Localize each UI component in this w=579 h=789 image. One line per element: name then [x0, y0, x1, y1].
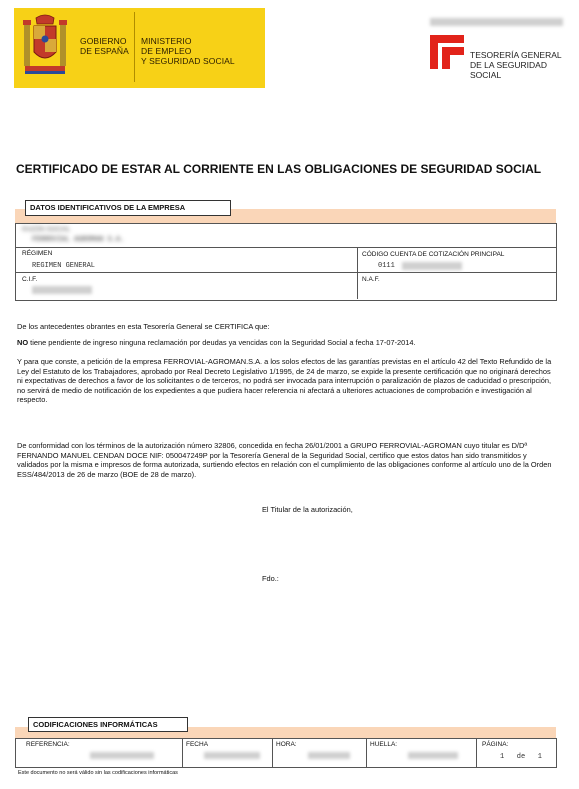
purpose-paragraph: Y para que conste, a petición de la empresa FERROVIAL-AGROMAN.S.A. a los solos efectos de las garantías previstas en el artículo 42 del Texto Refundido de la Ley del Estatuto de los Trabajadores, aprobado por Real Decreto Legislativo 1/1995, de 24 de marzo, se expide la presente certificación que no originará derechos ni expectativas de derechos a favor de los solicitantes o de terceros, no podrá ser invocada para interrupción o paralización de plazos de caducidad o prescripción, no servirá de medio de notificación de los expedientes a que pudiera hacer referencia ni afectará a ulteriores actuaciones de comprobación e investigación al respecto. [17, 357, 552, 405]
gov-line-2: DE ESPAÑA [80, 46, 129, 56]
coat-of-arms-icon [22, 14, 68, 78]
ministry-name [141, 36, 235, 66]
pagina-value: 1 de 1 [500, 753, 543, 761]
government-name [80, 36, 129, 56]
redacted-huella [408, 752, 458, 759]
tgss-line-2: DE LA SEGURIDAD SOCIAL [470, 60, 547, 80]
razon-social-label: RAZÓN SOCIAL [22, 226, 71, 233]
cif-label: C.I.F. [22, 276, 38, 283]
regimen-label: RÉGIMEN [22, 250, 53, 257]
certifica-intro: De los antecedentes obrantes en esta Tesorería General se CERTIFICA que: [17, 322, 270, 331]
redacted-fecha [204, 752, 260, 759]
codes-section-label: CODIFICACIONES INFORMÁTICAS [28, 717, 188, 732]
redacted-cif [32, 286, 92, 294]
redacted-header-field [430, 18, 563, 26]
company-row-divider-1 [15, 247, 556, 248]
fecha-label: FECHA [186, 741, 209, 748]
codes-divider-2 [272, 738, 273, 768]
authorization-paragraph: De conformidad con los términos de la autorización número 32806, concedida en fecha 26/01/2001 a GRUPO FERROVIAL-AGROMAN cuyo titular es D/Dª FERNANDO MANUEL CENDAN DOCE NIF: 050047249P por la Tesorería General de la Seguridad Social, certifico que estos datos han sido transmitidos y validados por la misma e impresos de forma autorizada, surtiendo efectos en relación con el cumplimiento de las obligaciones conforme al artículo uno de la Orden ESS/484/2013 de 26 de marzo (BOE de 28 de marzo). [17, 441, 552, 479]
codigo-cuenta-label: CÓDIGO CUENTA DE COTIZACIÓN PRINCIPAL [362, 251, 505, 258]
company-row-divider-2 [15, 272, 556, 273]
codes-divider-1 [182, 738, 183, 768]
document-title: CERTIFICADO DE ESTAR AL CORRIENTE EN LAS OBLIGACIONES DE SEGURIDAD SOCIAL [16, 162, 542, 176]
referencia-label: REFERENCIA: [26, 741, 70, 748]
company-data-box [15, 223, 557, 301]
razon-social-value: FERROVIAL AGROMAN S.A. [32, 236, 125, 244]
tgss-line-1: TESORERÍA GENERAL [470, 50, 562, 60]
signature-label: Fdo.: [262, 574, 279, 583]
ministry-line-1: MINISTERIO [141, 36, 192, 46]
redacted-codigo [402, 262, 462, 270]
validity-footnote: Este documento no será válido sin las codificaciones informáticas [18, 770, 178, 776]
ministry-line-3: Y SEGURIDAD SOCIAL [141, 56, 235, 66]
pagina-label: PÁGINA: [482, 741, 509, 748]
no-debt-statement [17, 338, 557, 348]
codes-divider-4 [476, 738, 477, 768]
redacted-referencia [90, 752, 154, 759]
no-debt-rest: tiene pendiente de ingreso ninguna reclamación por deudas ya vencidas con la Seguridad Social a fecha 17-07-2014. [28, 338, 416, 347]
hora-label: HORA: [276, 741, 297, 748]
regimen-value: REGIMEN GENERAL [32, 262, 96, 270]
titular-label: El Titular de la autorización, [262, 505, 353, 514]
huella-label: HUELLA: [370, 741, 398, 748]
company-section-label: DATOS IDENTIFICATIVOS DE LA EMPRESA [25, 200, 231, 216]
header-divider [134, 12, 135, 82]
codes-divider-3 [366, 738, 367, 768]
gov-line-1: GOBIERNO [80, 36, 127, 46]
tgss-logo-icon [430, 35, 464, 69]
no-debt-bold: NO [17, 338, 29, 347]
naf-label: N.A.F. [362, 276, 380, 283]
codigo-cuenta-value: 0111 [378, 262, 395, 270]
ministry-line-2: DE EMPLEO [141, 46, 192, 56]
tgss-name [470, 50, 579, 80]
company-col-divider [357, 247, 358, 299]
redacted-hora [308, 752, 350, 759]
